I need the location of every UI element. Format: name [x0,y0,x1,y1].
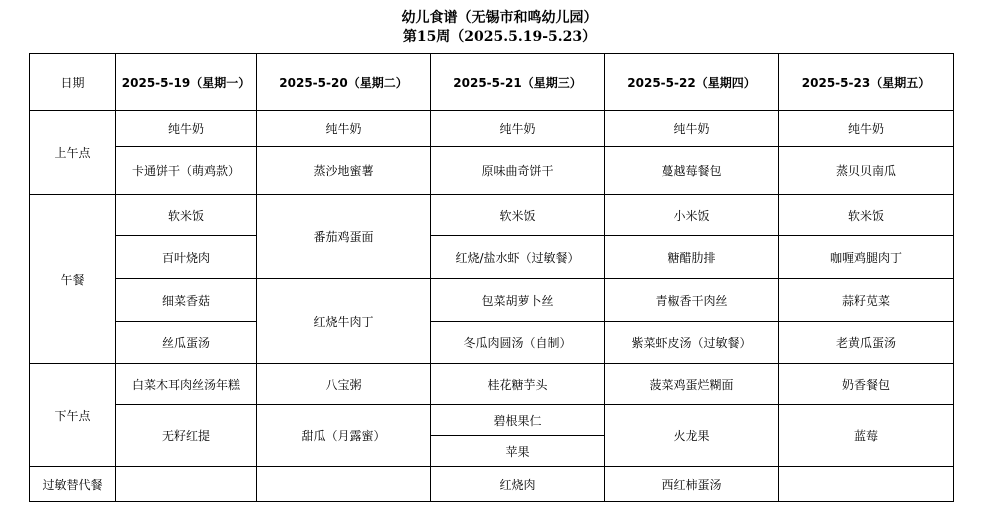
table-cell: 丝瓜蛋汤 [116,322,257,364]
table-cell: 蒜籽苋菜 [779,279,954,322]
table-cell: 软米饭 [116,195,257,236]
table-cell: 包菜胡萝卜丝 [431,279,605,322]
section-label-allergy: 过敏替代餐 [30,467,116,502]
table-cell: 桂花糖芋头 [431,364,605,405]
table-cell: 软米饭 [779,195,954,236]
section-label-afternoon: 下午点 [30,364,116,467]
header-day-fri: 2025-5-23（星期五） [779,54,954,111]
table-row [30,405,954,467]
table-cell: 老黄瓜蛋汤 [779,322,954,364]
table-cell: 无籽红提 [116,405,257,467]
table-row [30,467,954,502]
table-cell: 奶香餐包 [779,364,954,405]
table-cell: 白菜木耳肉丝汤年糕 [116,364,257,405]
table-cell: 冬瓜肉圆汤（自制） [431,322,605,364]
header-date-label: 日期 [30,54,116,111]
header-day-mon: 2025-5-19（星期一） [116,54,257,111]
table-row [30,111,954,147]
table-cell: 菠菜鸡蛋烂糊面 [605,364,779,405]
table-cell: 蒸沙地蜜薯 [257,147,431,195]
section-label-lunch: 午餐 [30,195,116,364]
table-cell: 红烧牛肉丁 [257,279,431,364]
table-cell: 卡通饼干（萌鸡款） [116,147,257,195]
table-cell: 纯牛奶 [116,111,257,147]
table-row [30,195,954,236]
table-cell: 八宝粥 [257,364,431,405]
table-cell: 细菜香菇 [116,279,257,322]
table-cell: 小米饭 [605,195,779,236]
table-cell [257,467,431,502]
split-bottom: 苹果 [431,435,604,466]
table-cell: 青椒香干肉丝 [605,279,779,322]
table-cell: 紫菜虾皮汤（过敏餐） [605,322,779,364]
table-row [30,147,954,195]
table-cell: 咖喱鸡腿肉丁 [779,236,954,279]
table-cell: 甜瓜（月露蜜） [257,405,431,467]
table-cell: 糖醋肋排 [605,236,779,279]
table-cell: 纯牛奶 [605,111,779,147]
table-cell: 百叶烧肉 [116,236,257,279]
table-header-row [30,54,954,111]
table-cell: 纯牛奶 [431,111,605,147]
table-cell: 蔓越莓餐包 [605,147,779,195]
table-cell: 蓝莓 [779,405,954,467]
table-cell [779,467,954,502]
menu-table [29,53,954,502]
table-cell: 番茄鸡蛋面 [257,195,431,279]
table-cell: 原味曲奇饼干 [431,147,605,195]
table-cell [116,467,257,502]
table-cell: 纯牛奶 [779,111,954,147]
header-day-thu: 2025-5-22（星期四） [605,54,779,111]
section-label-morning: 上午点 [30,111,116,195]
table-row [30,364,954,405]
page-title: 幼儿食谱（无锡市和鸣幼儿园） [401,10,598,26]
table-cell: 火龙果 [605,405,779,467]
table-row [30,279,954,322]
table-cell: 软米饭 [431,195,605,236]
table-cell: 蒸贝贝南瓜 [779,147,954,195]
split-top: 碧根果仁 [493,413,542,428]
table-cell: 纯牛奶 [257,111,431,147]
table-cell-split [431,405,605,467]
table-row [30,236,954,279]
table-row [30,322,954,364]
header-day-wed: 2025-5-21（星期三） [431,54,605,111]
table-cell: 红烧/盐水虾（过敏餐） [431,236,605,279]
table-cell: 红烧肉 [431,467,605,502]
header-day-tue: 2025-5-20（星期二） [257,54,431,111]
page-subtitle: 第15周（2025.5.19-5.23） [402,29,597,45]
table-cell: 西红柿蛋汤 [605,467,779,502]
